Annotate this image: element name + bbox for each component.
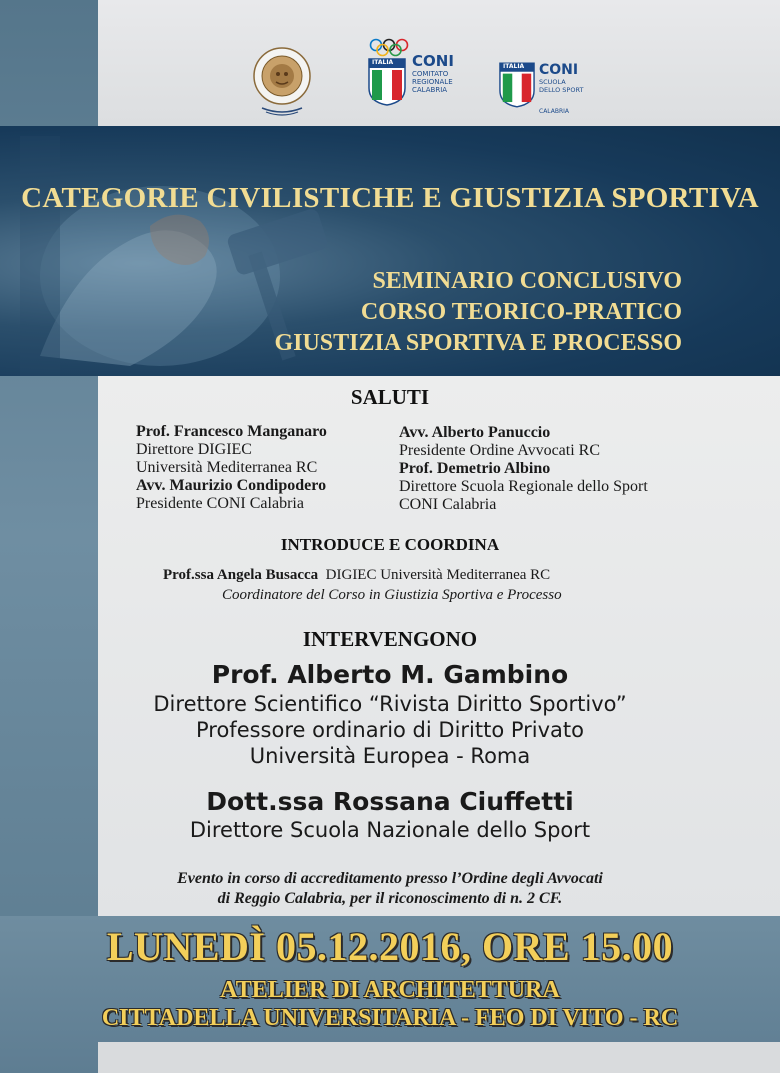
- event-datetime: LUNEDÌ 05.12.2016, ORE 15.00: [106, 924, 674, 969]
- speaker-role: Presidente Ordine Avvocati RC: [399, 442, 600, 459]
- speaker-role: Presidente CONI Calabria: [136, 495, 304, 512]
- speaker-name: Prof. Demetrio Albino: [399, 460, 551, 477]
- speaker-name: Prof. Francesco Manganaro: [136, 423, 327, 440]
- header-banner: [0, 126, 780, 376]
- coordinator-name: Prof.ssa Angela Busacca: [163, 567, 319, 583]
- saluti-heading: SALUTI: [350, 385, 430, 409]
- shield-tag: ITALIA: [503, 63, 525, 70]
- speaker-role: Direttore Scientifico “Rivista Diritto Sportivo”: [153, 692, 627, 716]
- speaker-name: Dott.ssa Rossana Ciuffetti: [206, 787, 574, 816]
- venue-line: ATELIER DI ARCHITETTURA: [220, 977, 560, 1003]
- logos-row: [0, 36, 780, 116]
- coni-line2: REGIONALE: [412, 78, 453, 86]
- event-title: CATEGORIE CIVILISTICHE E GIUSTIZIA SPORTIVA: [21, 182, 759, 214]
- coni-brand-label: CONI: [539, 62, 579, 78]
- coni-line1: SCUOLA: [539, 78, 566, 86]
- saluti-right-column: [399, 424, 648, 514]
- speaker-name: Prof. Alberto M. Gambino: [211, 660, 569, 689]
- footer-strip: [98, 1042, 780, 1073]
- coni-school-logo: [499, 36, 599, 116]
- coordinator-line: [163, 567, 550, 584]
- speaker-role: CONI Calabria: [399, 496, 497, 513]
- saluti-left-column: [136, 423, 327, 513]
- subtitle-line: GIUSTIZIA SPORTIVA E PROCESSO: [274, 330, 682, 356]
- speaker-name: Avv. Maurizio Condipodero: [136, 477, 327, 494]
- coordinator-role: Coordinatore del Corso in Giustizia Sportiva e Processo: [222, 587, 562, 603]
- coni-line1: COMITATO: [412, 70, 449, 78]
- olympic-rings-icon: [368, 38, 412, 58]
- speaker-role: Direttore DIGIEC: [136, 441, 252, 458]
- speaker-name: Avv. Alberto Panuccio: [399, 424, 551, 441]
- venue-line: CITTADELLA UNIVERSITARIA - FEO DI VITO - RC: [101, 1005, 679, 1031]
- event-subtitle: [274, 266, 682, 359]
- speaker-role: Direttore Scuola Regionale dello Sport: [399, 478, 648, 495]
- coni-line3: CALABRIA: [539, 108, 570, 115]
- note-line: di Reggio Calabria, per il riconoscimento di n. 2 CF.: [217, 890, 563, 907]
- speaker-role: Direttore Scuola Nazionale dello Sport: [189, 818, 591, 842]
- subtitle-line: SEMINARIO CONCLUSIVO: [372, 268, 682, 294]
- speaker-role: Università Europea - Roma: [249, 744, 531, 768]
- subtitle-line: CORSO TEORICO-PRATICO: [360, 299, 682, 325]
- university-seal-icon: [252, 46, 312, 116]
- speaker-role: Professore ordinario di Diritto Privato: [195, 718, 585, 742]
- shield-tag: ITALIA: [372, 59, 394, 66]
- coni-brand-label: CONI: [412, 52, 454, 70]
- coordinator-affiliation: DIGIEC Università Mediterranea RC: [325, 567, 551, 583]
- intervengono-heading: INTERVENGONO: [302, 627, 478, 651]
- coni-regional-logo: [366, 36, 476, 116]
- note-line: Evento in corso di accreditamento presso l’Ordine degli Avvocati: [177, 870, 603, 887]
- introduce-heading: INTRODUCE E COORDINA: [280, 535, 500, 554]
- speaker-role: Università Mediterranea RC: [136, 459, 318, 476]
- accreditation-note: [0, 869, 780, 909]
- coni-line3: CALABRIA: [412, 86, 448, 94]
- coni-line2: DELLO SPORT: [539, 86, 584, 94]
